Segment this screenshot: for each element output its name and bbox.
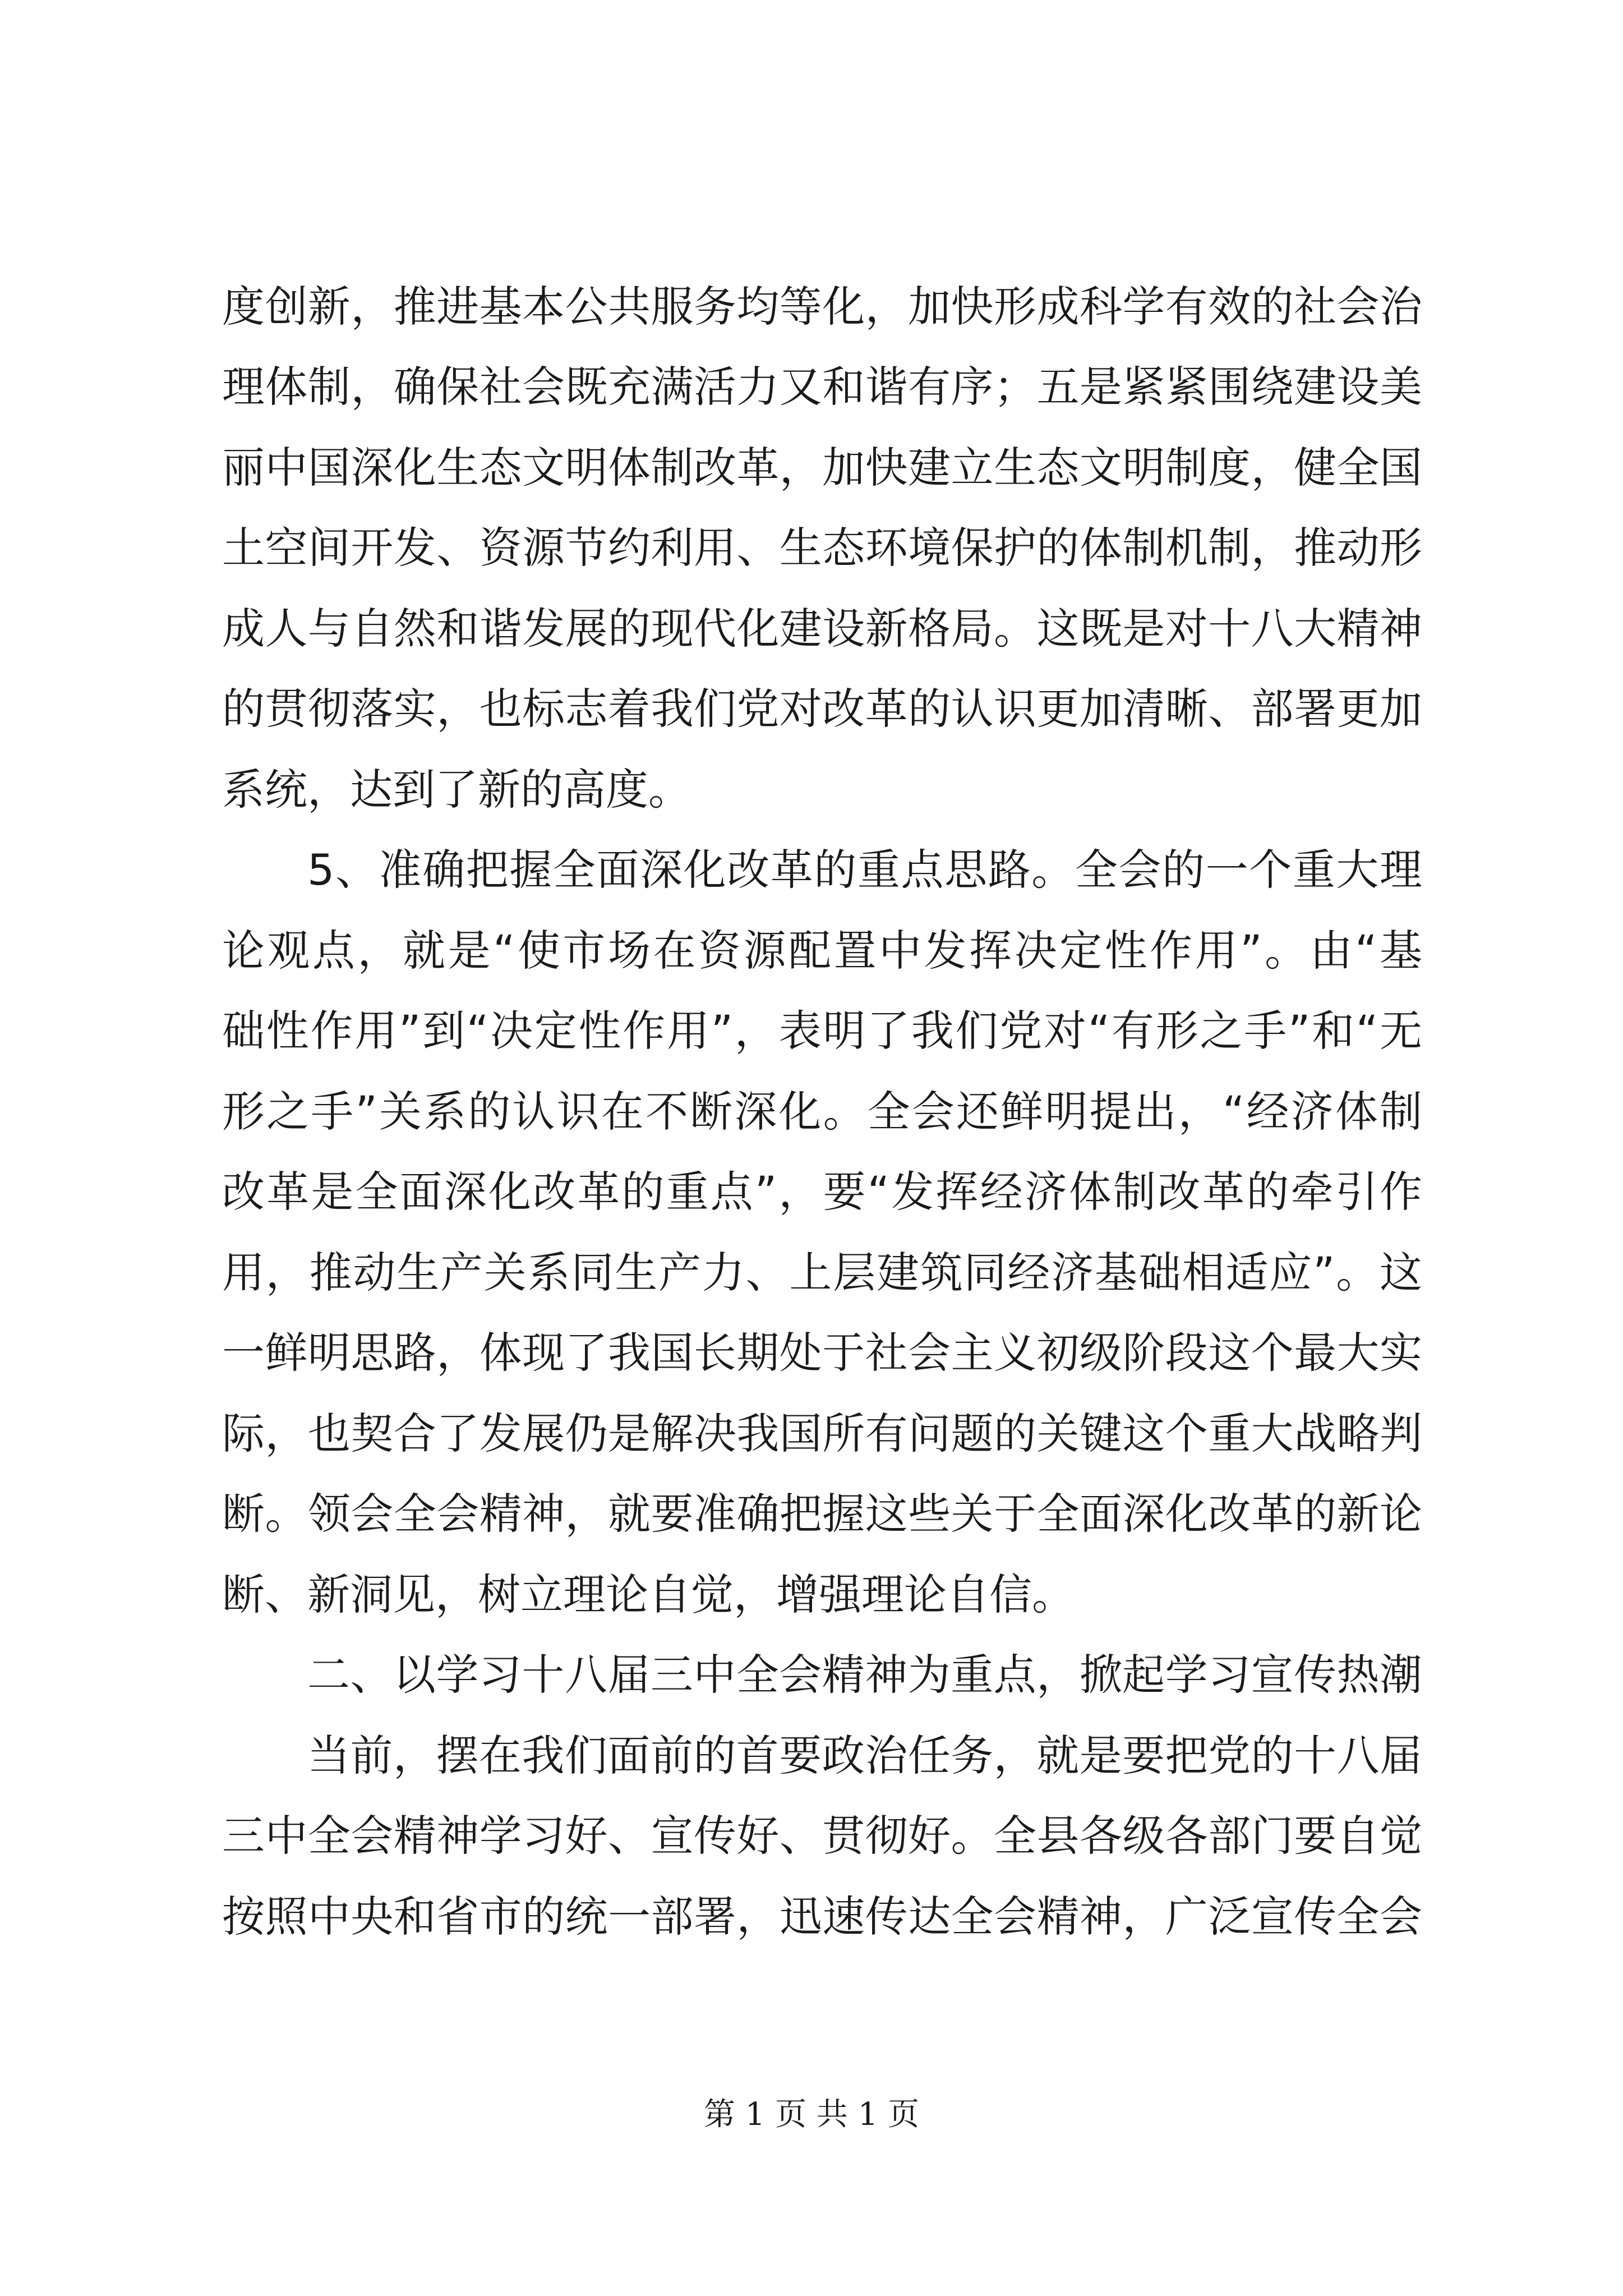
page-footer: 第 1 页 共 1 页 bbox=[703, 2096, 920, 2133]
text-line: 础性作用”到“决定性作用”，表明了我们党对“有形之手”和“无 bbox=[222, 1006, 1422, 1056]
text-line: 系统，达到了新的高度。 bbox=[222, 765, 691, 815]
text-line: 按照中央和省市的统一部署，迅速传达全会精神，广泛宣传全会 bbox=[222, 1892, 1422, 1941]
section-heading: 二、以学习十八届三中全会精神为重点，掀起学习宣传热潮 bbox=[307, 1650, 1422, 1700]
text-line: 一鲜明思路，体现了我国长期处于社会主义初级阶段这个最大实 bbox=[222, 1328, 1422, 1378]
text-line: 断。领会全会精神，就要准确把握这些关于全面深化改革的新论 bbox=[222, 1489, 1422, 1539]
text-line: 成人与自然和谐发展的现代化建设新格局。这既是对十八大精神 bbox=[222, 604, 1422, 654]
text-line: 三中全会精神学习好、宣传好、贯彻好。全县各级各部门要自觉 bbox=[222, 1811, 1422, 1861]
text-line: 土空间开发、资源节约利用、生态环境保护的体制机制，推动形 bbox=[222, 523, 1422, 573]
text-line: 用，推动生产关系同生产力、上层建筑同经济基础相适应”。这 bbox=[222, 1248, 1422, 1297]
paragraph-first-line: 5、准确把握全面深化改革的重点思路。全会的一个重大理 bbox=[307, 845, 1422, 895]
text-line: 论观点，就是“使市场在资源配置中发挥决定性作用”。由“基 bbox=[222, 926, 1422, 976]
text-line: 形之手”关系的认识在不断深化。全会还鲜明提出，“经济体制 bbox=[222, 1087, 1422, 1137]
text-line: 的贯彻落实，也标志着我们党对改革的认识更加清晰、部署更加 bbox=[222, 684, 1422, 734]
paragraph-first-line: 当前，摆在我们面前的首要政治任务，就是要把党的十八届 bbox=[307, 1731, 1422, 1780]
text-line: 理体制，确保社会既充满活力又和谐有序；五是紧紧围绕建设美 bbox=[222, 362, 1422, 412]
text-line: 度创新，推进基本公共服务均等化，加快形成科学有效的社会治 bbox=[222, 282, 1422, 332]
text-line: 丽中国深化生态文明体制改革，加快建立生态文明制度，健全国 bbox=[222, 443, 1422, 493]
text-line: 改革是全面深化改革的重点”，要“发挥经济体制改革的牵引作 bbox=[222, 1167, 1422, 1217]
text-line: 际，也契合了发展仍是解决我国所有问题的关键这个重大战略判 bbox=[222, 1409, 1422, 1458]
text-line: 断、新洞见，树立理论自觉，增强理论自信。 bbox=[222, 1570, 1075, 1619]
